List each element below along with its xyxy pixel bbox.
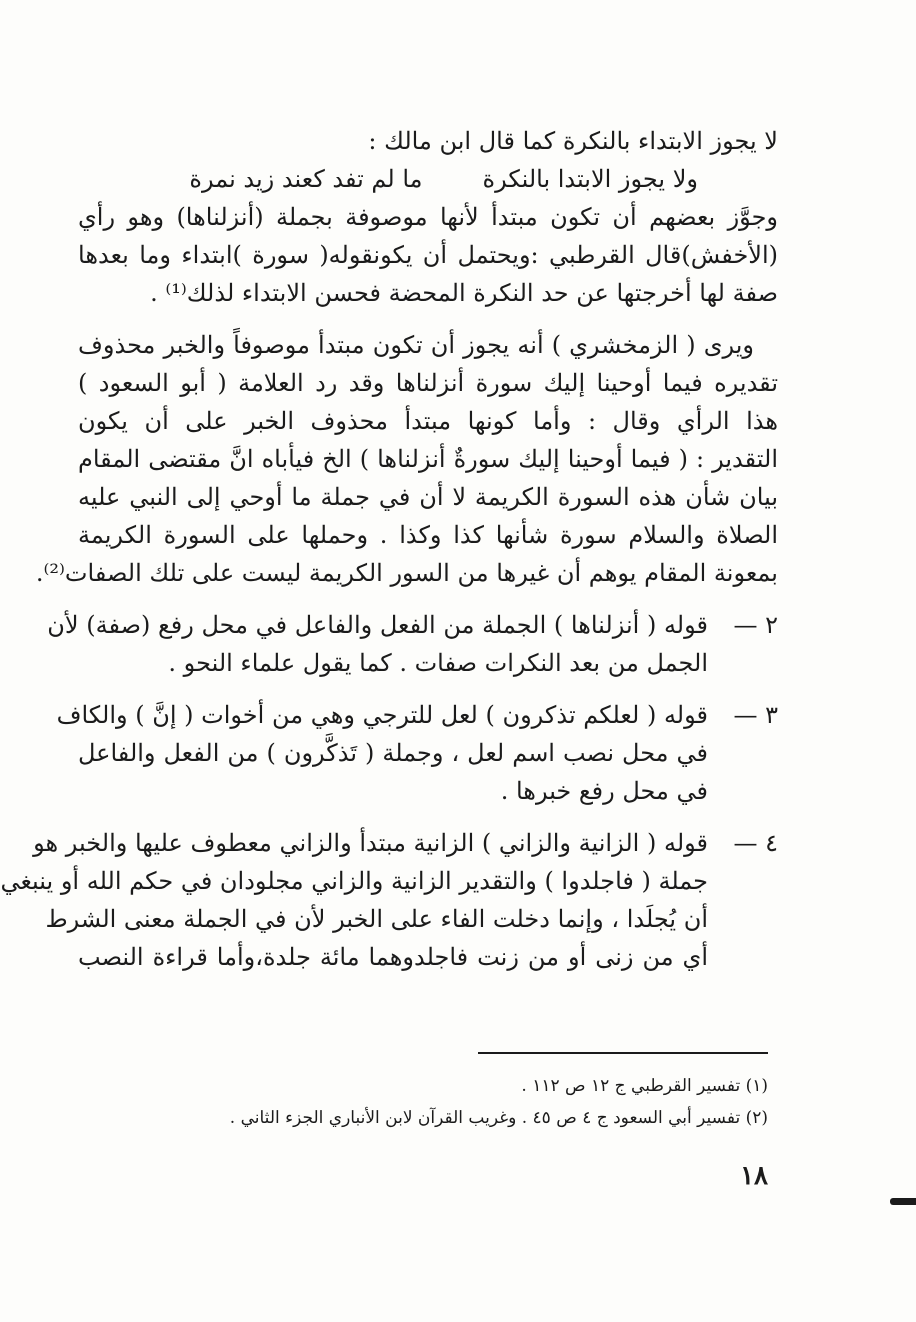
page-body bbox=[0, 122, 778, 976]
item-line: قوله ( أنزلناها ) الجملة من الفعل والفاعل في محل رفع (صفة) لأن bbox=[47, 611, 708, 639]
item-number: ٢ — bbox=[733, 611, 778, 639]
verse-left-hemistich: ما لم تفد كعند زيد نمرة bbox=[189, 165, 423, 193]
numbered-item-2 bbox=[47, 606, 778, 682]
paragraph-line: تقديره فيما أوحينا إليك سورة أنزلناها وقد رد العلامة ( أبو السعود ) bbox=[78, 369, 778, 397]
poetry-verse bbox=[78, 160, 778, 198]
item-line: أن يُجلَدا ، وإنما دخلت الفاء على الخبر لأن في الجملة معنى الشرط bbox=[45, 905, 708, 933]
numbered-item-4 bbox=[0, 824, 778, 976]
paragraph-line: وجوَّز بعضهم أن تكون مبتدأ لأنها موصوفة بجملة (أنزلناها) وهو رأي bbox=[78, 203, 778, 231]
paragraph-line: هذا الرأي وقال : وأما كونها مبتدأ محذوف الخبر على أن يكون bbox=[78, 407, 778, 435]
item-body bbox=[0, 824, 708, 976]
item-line: أي من زنى أو من زنت فاجلدوهما مائة جلدة،وأما قراءة النصب bbox=[78, 943, 708, 971]
item-body bbox=[47, 606, 708, 682]
item-line: في محل نصب اسم لعل ، وجملة ( تَذكَّرون ) من الفعل والفاعل bbox=[78, 739, 708, 767]
item-line: في محل رفع خبرها . bbox=[500, 777, 708, 805]
paragraph-zamakhshari bbox=[35, 326, 778, 592]
page-number: ١٨ bbox=[740, 1161, 768, 1191]
footnotes bbox=[108, 1070, 768, 1134]
paragraph-line: بيان شأن هذه السورة الكريمة لا أن في جملة ما أوحي إلى النبي عليه bbox=[78, 483, 778, 511]
item-line: الجمل من بعد النكرات صفات . كما يقول علماء النحو . bbox=[168, 649, 708, 677]
item-number: ٣ — bbox=[733, 701, 778, 729]
item-line: جملة ( فاجلدوا ) والتقدير الزانية والزاني مجلودان في حكم الله أو ينبغي bbox=[0, 867, 708, 895]
paragraph-akhfash bbox=[78, 198, 778, 312]
paragraph-line: التقدير : ( فيما أوحينا إليك سورةٌ أنزلناها ) الخ فيأباه انَّ مقتضى المقام bbox=[78, 445, 778, 473]
verse-right-hemistich: ولا يجوز الابتدا بالنكرة bbox=[482, 165, 698, 193]
item-body bbox=[56, 696, 708, 810]
paragraph-line: الصلاة والسلام سورة شأنها كذا وكذا . وحملها على السورة الكريمة bbox=[78, 521, 778, 549]
paragraph-line: (الأخفش)قال القرطبي :ويحتمل أن يكونقوله( سورة )ابتداء وما بعدها bbox=[78, 241, 778, 269]
footnote-1: (١) تفسير القرطبي ج ١٢ ص ١١٢ . bbox=[521, 1076, 768, 1096]
paragraph-line: ويرى ( الزمخشري ) أنه يجوز أن تكون مبتدأ موصوفاً والخبر محذوف bbox=[78, 331, 754, 359]
scan-edge-mark bbox=[890, 1198, 916, 1205]
paragraph-line: بمعونة المقام يوهم أن غيرها من السور الكريمة ليست على تلك الصفات⁽²⁾. bbox=[35, 559, 778, 587]
paragraph-line: صفة لها أخرجتها عن حد النكرة المحضة فحسن الابتداء لذلك⁽¹⁾ . bbox=[150, 279, 778, 307]
item-number: ٤ — bbox=[733, 829, 778, 857]
item-line: قوله ( لعلكم تذكرون ) لعل للترجي وهي من أخوات ( إنَّ ) والكاف bbox=[56, 701, 708, 729]
numbered-item-3 bbox=[56, 696, 778, 810]
item-line: قوله ( الزانية والزاني ) الزانية مبتدأ والزاني معطوف عليها والخبر هو bbox=[33, 829, 708, 857]
intro-line: لا يجوز الابتداء بالنكرة كما قال ابن مالك : bbox=[368, 127, 778, 155]
footnote-divider bbox=[478, 1052, 768, 1054]
footnote-2: (٢) تفسير أبي السعود ج ٤ ص ٤٥ . وغريب القرآن لابن الأنباري الجزء الثاني . bbox=[229, 1108, 768, 1128]
